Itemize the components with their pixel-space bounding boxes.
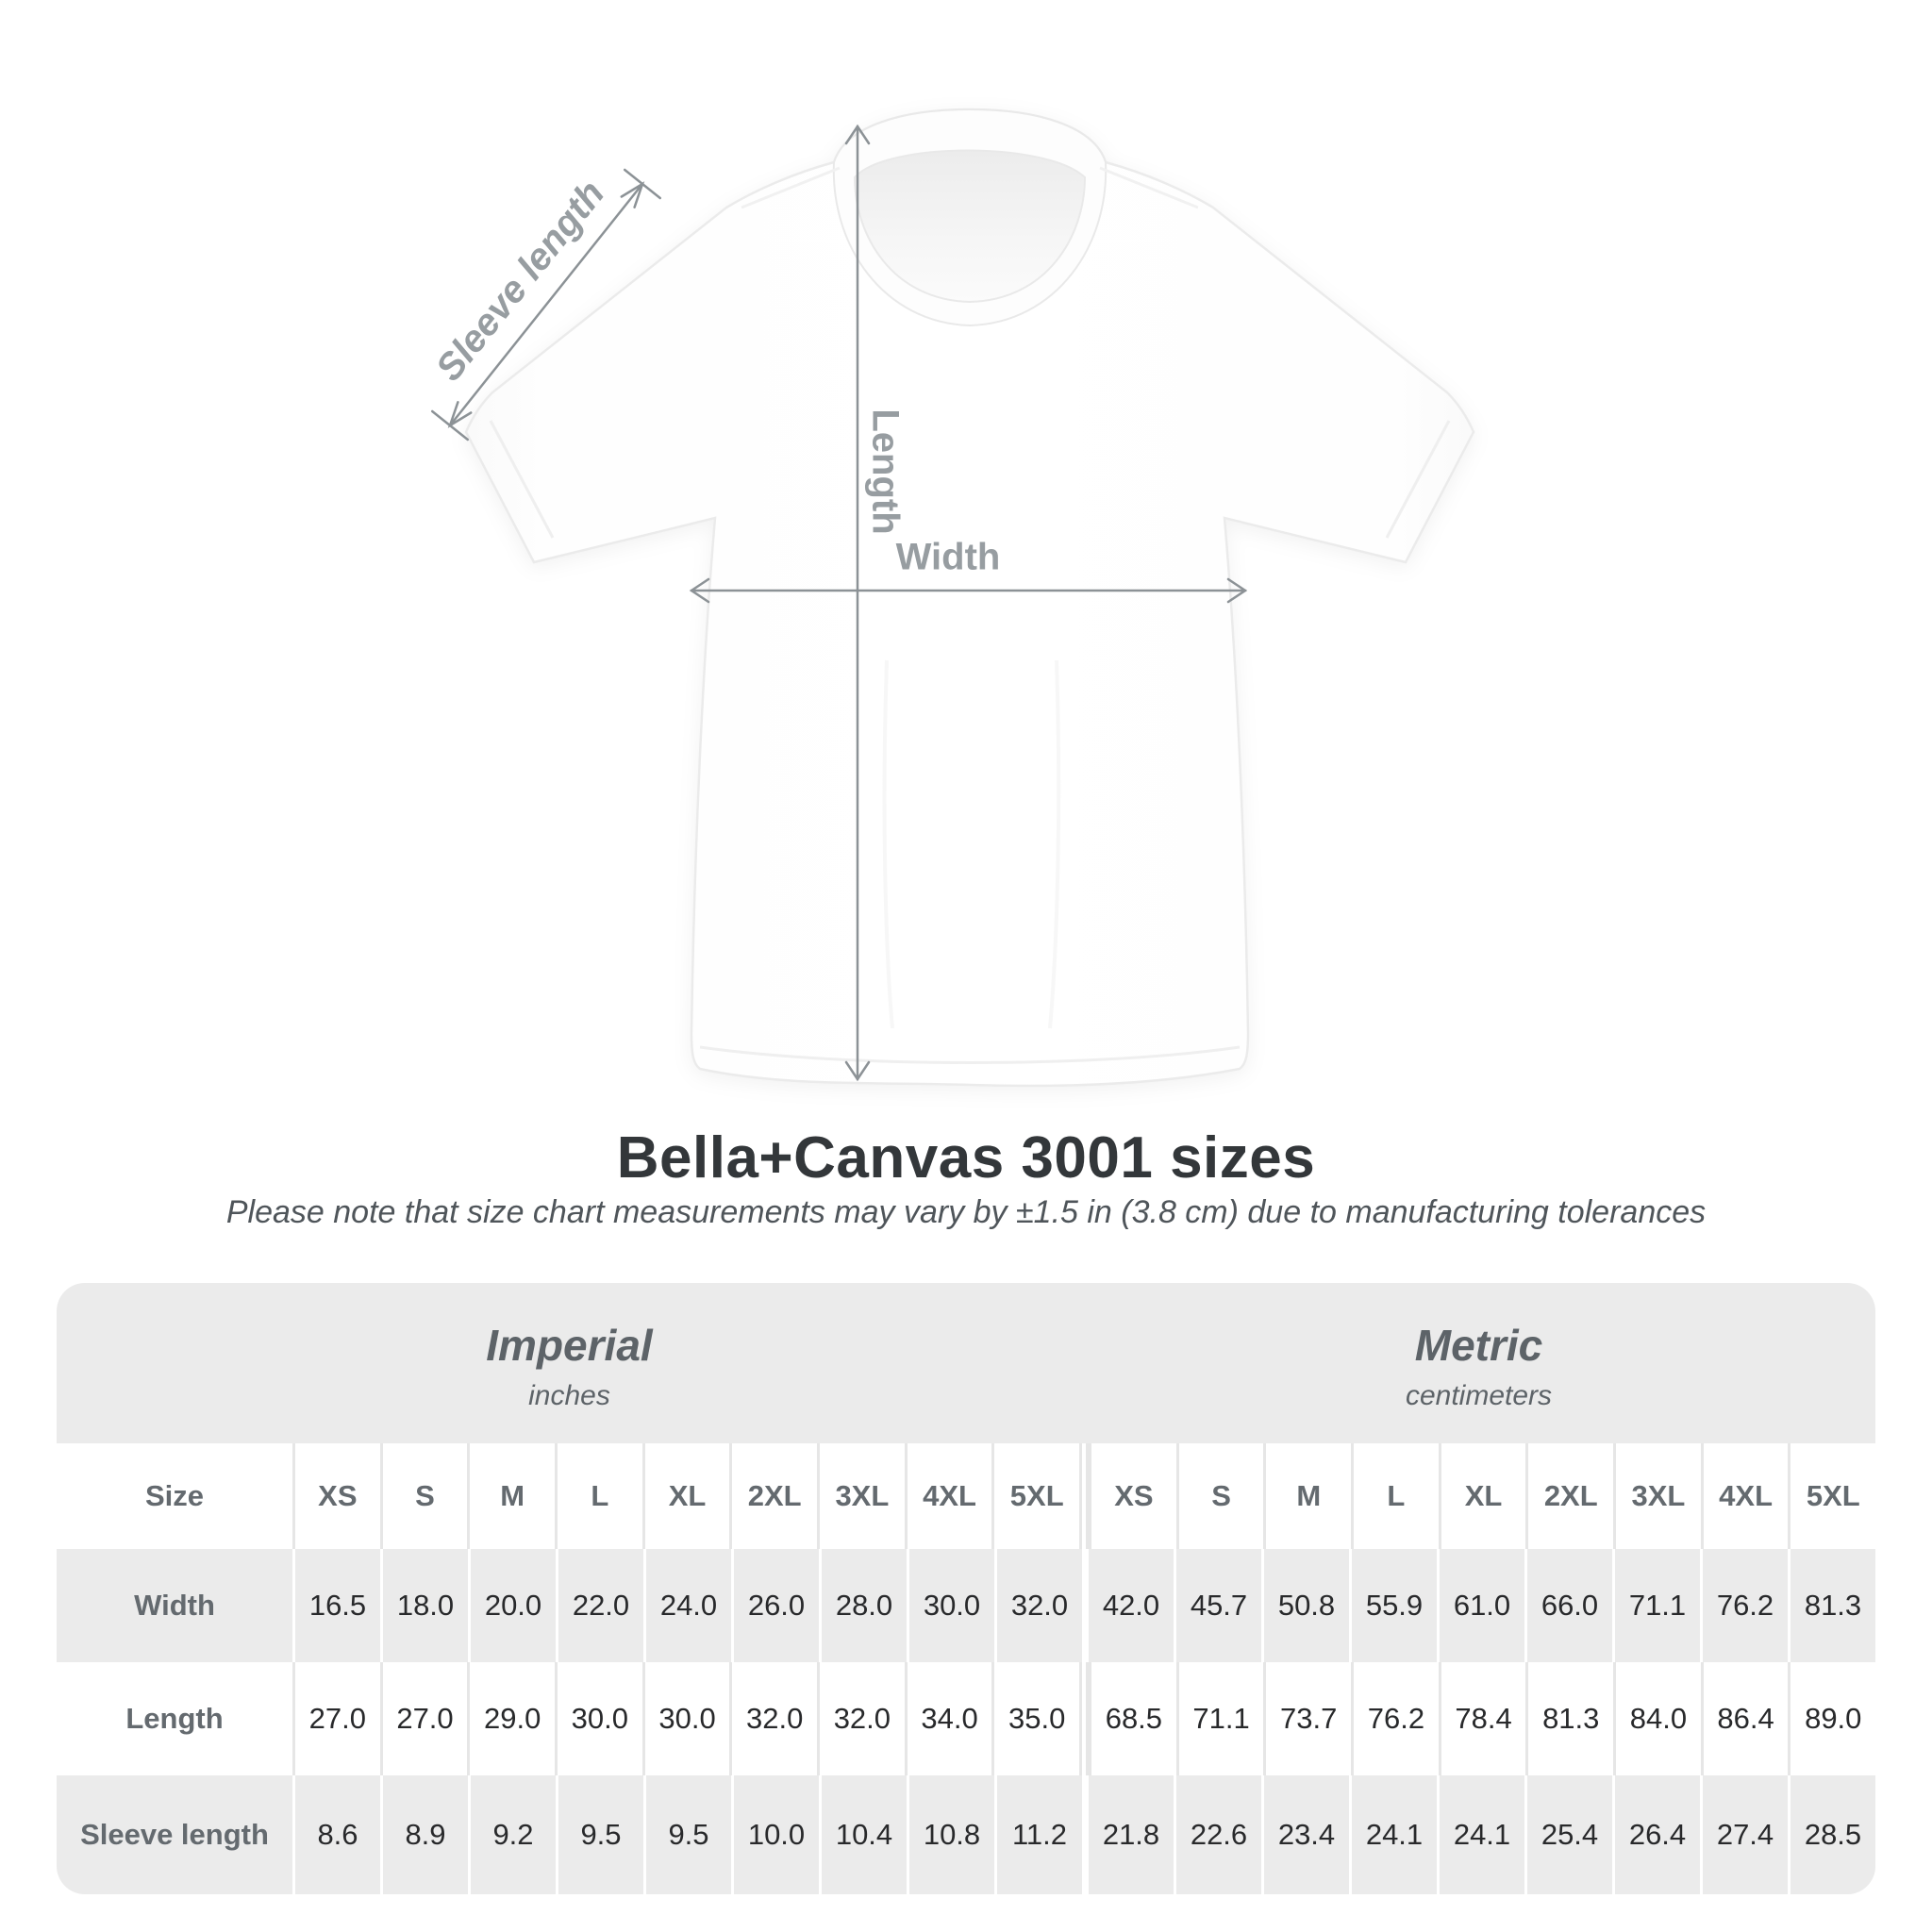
value-cell: 24.0 bbox=[643, 1549, 731, 1662]
metric-unit-group bbox=[1082, 1283, 1875, 1443]
value-cell: 26.4 bbox=[1612, 1775, 1700, 1894]
table-rows bbox=[57, 1549, 1875, 1894]
value-cell: 23.4 bbox=[1261, 1775, 1349, 1894]
value-cell: 73.7 bbox=[1263, 1662, 1351, 1775]
value-cell: 26.0 bbox=[731, 1549, 819, 1662]
value-cell: 81.3 bbox=[1788, 1549, 1875, 1662]
imperial-unit: inches bbox=[528, 1380, 610, 1411]
value-cell: 9.5 bbox=[643, 1775, 731, 1894]
value-cell: 29.0 bbox=[467, 1662, 555, 1775]
value-cell: 22.6 bbox=[1174, 1775, 1261, 1894]
value-cell: 71.1 bbox=[1612, 1549, 1700, 1662]
value-cell: 45.7 bbox=[1174, 1549, 1261, 1662]
size-column-header: 4XL bbox=[1701, 1443, 1789, 1549]
value-cell: 32.0 bbox=[817, 1662, 905, 1775]
size-column-header: 5XL bbox=[991, 1443, 1079, 1549]
size-column-header: S bbox=[1176, 1443, 1264, 1549]
size-column-header: L bbox=[555, 1443, 642, 1549]
value-cell: 28.5 bbox=[1788, 1775, 1875, 1894]
metric-unit: centimeters bbox=[1405, 1380, 1553, 1411]
value-cell: 30.0 bbox=[555, 1662, 642, 1775]
value-cell: 9.5 bbox=[556, 1775, 643, 1894]
value-cell: 76.2 bbox=[1351, 1662, 1439, 1775]
imperial-title: Imperial bbox=[486, 1321, 653, 1370]
size-column-header: L bbox=[1351, 1443, 1439, 1549]
value-cell: 18.0 bbox=[380, 1549, 468, 1662]
size-column-header: M bbox=[1263, 1443, 1351, 1549]
measurement-row bbox=[57, 1662, 1875, 1775]
unit-band bbox=[57, 1283, 1875, 1443]
value-cell: 32.0 bbox=[994, 1549, 1082, 1662]
value-cell: 22.0 bbox=[556, 1549, 643, 1662]
value-cell: 81.3 bbox=[1525, 1662, 1613, 1775]
value-cell: 11.2 bbox=[994, 1775, 1082, 1894]
value-cell: 10.4 bbox=[819, 1775, 907, 1894]
value-cell: 24.1 bbox=[1437, 1775, 1524, 1894]
value-cell: 20.0 bbox=[468, 1549, 556, 1662]
value-cell: 42.0 bbox=[1086, 1549, 1174, 1662]
size-chart-table bbox=[57, 1283, 1875, 1894]
size-column-header: XS bbox=[292, 1443, 380, 1549]
value-cell: 30.0 bbox=[642, 1662, 730, 1775]
size-column-header: M bbox=[467, 1443, 555, 1549]
sleeve-length-label: Sleeve length bbox=[427, 173, 613, 390]
value-cell: 55.9 bbox=[1349, 1549, 1437, 1662]
size-column-header: 3XL bbox=[817, 1443, 905, 1549]
value-cell: 89.0 bbox=[1788, 1662, 1875, 1775]
value-cell: 35.0 bbox=[991, 1662, 1079, 1775]
value-cell: 68.5 bbox=[1089, 1662, 1176, 1775]
value-cell: 78.4 bbox=[1439, 1662, 1526, 1775]
value-cell: 61.0 bbox=[1437, 1549, 1524, 1662]
size-column-header: 4XL bbox=[905, 1443, 992, 1549]
row-label: Width bbox=[134, 1589, 215, 1622]
value-cell: 30.0 bbox=[907, 1549, 994, 1662]
value-cell: 66.0 bbox=[1524, 1549, 1612, 1662]
width-label: Width bbox=[895, 536, 1001, 578]
size-column-header: XL bbox=[642, 1443, 730, 1549]
length-label: Length bbox=[864, 408, 907, 535]
size-column-header: XL bbox=[1439, 1443, 1526, 1549]
value-cell: 8.6 bbox=[292, 1775, 380, 1894]
value-cell: 34.0 bbox=[905, 1662, 992, 1775]
value-cell: 24.1 bbox=[1349, 1775, 1437, 1894]
value-cell: 27.0 bbox=[292, 1662, 380, 1775]
value-cell: 10.0 bbox=[731, 1775, 819, 1894]
size-column-header: XS bbox=[1089, 1443, 1176, 1549]
value-cell: 21.8 bbox=[1086, 1775, 1174, 1894]
page-title: Bella+Canvas 3001 sizes bbox=[616, 1125, 1316, 1191]
value-cell: 32.0 bbox=[729, 1662, 817, 1775]
unit-divider bbox=[1079, 1662, 1089, 1775]
value-cell: 27.4 bbox=[1700, 1775, 1788, 1894]
size-column-header: 2XL bbox=[1525, 1443, 1613, 1549]
size-column-header: 5XL bbox=[1788, 1443, 1875, 1549]
size-column-header: S bbox=[380, 1443, 468, 1549]
unit-divider bbox=[1079, 1443, 1089, 1549]
measurement-row bbox=[57, 1549, 1875, 1662]
metric-title: Metric bbox=[1414, 1321, 1543, 1370]
value-cell: 71.1 bbox=[1176, 1662, 1264, 1775]
imperial-unit-group bbox=[57, 1283, 1082, 1443]
value-cell: 28.0 bbox=[819, 1549, 907, 1662]
value-cell: 50.8 bbox=[1261, 1549, 1349, 1662]
tolerance-note: Please note that size chart measurements may vary by ±1.5 in (3.8 cm) due to manufacturing tolerances bbox=[225, 1194, 1707, 1230]
value-cell: 76.2 bbox=[1700, 1549, 1788, 1662]
value-cell: 86.4 bbox=[1701, 1662, 1789, 1775]
measurement-row bbox=[57, 1775, 1875, 1894]
value-cell: 9.2 bbox=[468, 1775, 556, 1894]
value-cell: 84.0 bbox=[1613, 1662, 1701, 1775]
size-column-header: 3XL bbox=[1613, 1443, 1701, 1549]
value-cell: 8.9 bbox=[380, 1775, 468, 1894]
row-label: Length bbox=[125, 1702, 224, 1735]
size-column-header: 2XL bbox=[729, 1443, 817, 1549]
value-cell: 25.4 bbox=[1524, 1775, 1612, 1894]
value-cell: 27.0 bbox=[380, 1662, 468, 1775]
row-label: Sleeve length bbox=[80, 1818, 269, 1851]
value-cell: 16.5 bbox=[292, 1549, 380, 1662]
value-cell: 10.8 bbox=[907, 1775, 994, 1894]
size-header-row bbox=[57, 1443, 1875, 1549]
size-header-label: Size bbox=[144, 1479, 205, 1512]
tshirt-silhouette bbox=[466, 109, 1474, 1086]
